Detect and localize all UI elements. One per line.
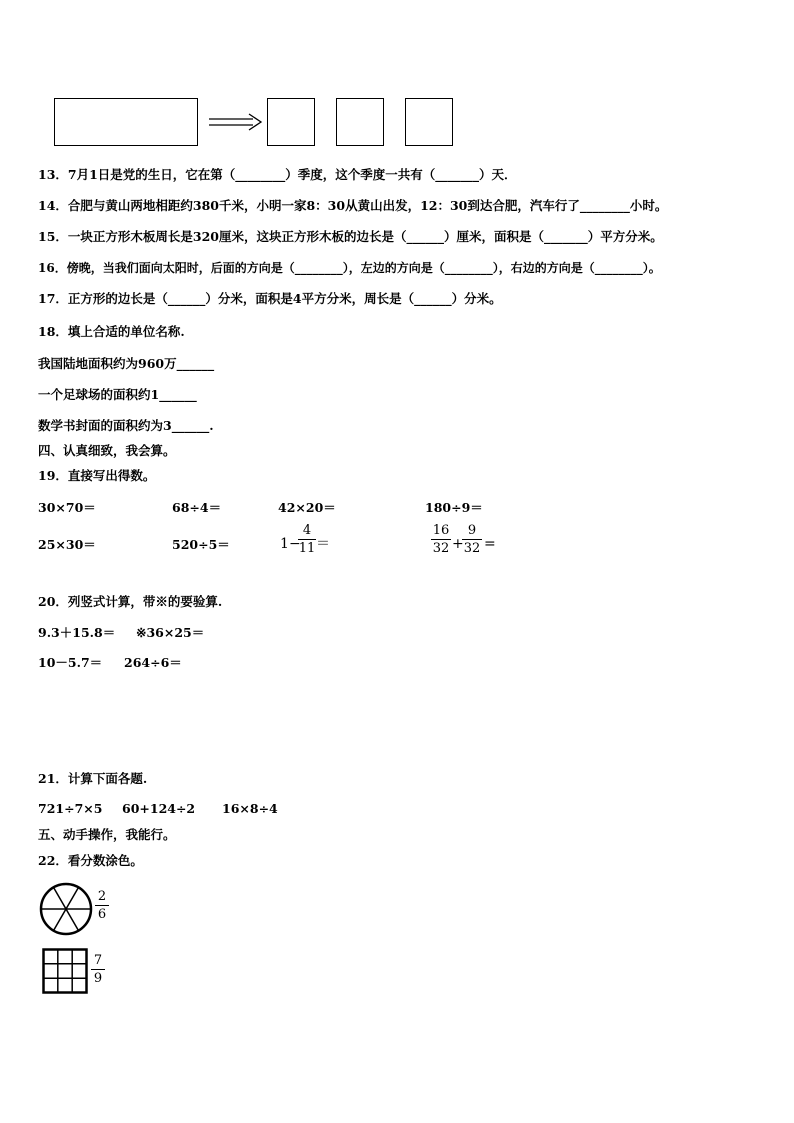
question-15: 15．一块正方形木板周长是320厘米，这块正方形木板的边长是（______）厘米，面积是（_______）平方分米。 <box>38 229 663 244</box>
fraction-16-32 <box>431 523 451 556</box>
answer-square-2 <box>336 98 384 146</box>
fraction-7-9 <box>91 953 105 986</box>
calc-expression: 42×20＝ <box>278 500 336 515</box>
denominator: 32 <box>432 541 450 556</box>
denominator: 11 <box>298 541 316 556</box>
calc-expression: 25×30＝ <box>38 537 96 552</box>
calc-item: 60+124÷2 <box>122 801 196 816</box>
calc-expression: 520÷5＝ <box>172 537 230 552</box>
answer-square-1 <box>267 98 315 146</box>
calc-expression: 30×70＝ <box>38 500 96 515</box>
question-17: 17．正方形的边长是（______）分米，面积是4平方分米，周长是（______）分米。 <box>38 291 502 306</box>
question-22-title: 22．看分数涂色。 <box>38 853 143 868</box>
circle-divided-into-six[interactable] <box>38 881 94 937</box>
plus-sign: + <box>452 536 464 552</box>
numerator: 2 <box>97 889 107 904</box>
question-18-title: 18．填上合适的单位名称. <box>38 324 185 339</box>
calc-expression: 180÷9＝ <box>425 500 483 515</box>
question-18-item: 一个足球场的面积约1______ <box>38 387 197 402</box>
numerator: 7 <box>93 953 103 968</box>
right-arrow-icon <box>207 113 263 131</box>
question-21-title: 21．计算下面各题. <box>38 771 148 786</box>
question-13: 13．7月1日是党的生日，它在第（________）季度，这个季度一共有（_______）天． <box>38 167 517 182</box>
question-16: 16．傍晚，当我们面向太阳时，后面的方向是（________），左边的方向是（________），右边的方向是（________）。 <box>38 261 661 275</box>
fraction-bar <box>462 539 482 540</box>
equals-sign: ＝ <box>316 536 330 552</box>
calc-item: 16×8÷4 <box>222 801 278 816</box>
whole-number: 1 <box>280 536 289 552</box>
calc-expression: 68÷4＝ <box>172 500 222 515</box>
question-14: 14．合肥与黄山两地相距约380千米，小明一家8：30从黄山出发，12：30到达合肥，汽车行了________小时。 <box>38 198 668 213</box>
denominator: 9 <box>93 971 103 986</box>
fraction-bar <box>95 905 109 906</box>
vertical-calc-item: 9.3＋15.8＝ <box>38 625 116 640</box>
numerator: 4 <box>302 523 312 538</box>
numerator: 16 <box>432 523 450 538</box>
vertical-calc-item: 264÷6＝ <box>124 655 182 670</box>
question-19-title: 19．直接写出得数。 <box>38 468 156 483</box>
vertical-calc-item: 10－5.7＝ <box>38 655 103 670</box>
question-20-title: 20．列竖式计算，带※的要验算. <box>38 594 223 609</box>
top-rectangle <box>54 98 198 146</box>
fraction-9-32 <box>462 523 482 556</box>
grid-divided-into-nine[interactable] <box>42 948 88 994</box>
fraction-bar <box>298 539 316 540</box>
fraction-4-11 <box>298 523 316 556</box>
question-18-item: 我国陆地面积约为960万______ <box>38 356 215 371</box>
denominator: 6 <box>97 907 107 922</box>
vertical-calc-item: ※36×25＝ <box>136 625 205 640</box>
numerator: 9 <box>467 523 477 538</box>
fraction-bar <box>431 539 451 540</box>
answer-square-3 <box>405 98 453 146</box>
calc-item: 721÷7×5 <box>38 801 103 816</box>
minus-sign: − <box>289 536 301 552</box>
question-18-item: 数学书封面的面积约为3______. <box>38 418 214 433</box>
fraction-2-6 <box>95 889 109 922</box>
denominator: 32 <box>463 541 481 556</box>
equals-sign: = <box>484 536 496 552</box>
section-4-heading: 四、认真细致，我会算。 <box>38 443 176 458</box>
section-5-heading: 五、动手操作，我能行。 <box>38 827 176 842</box>
fraction-bar <box>91 969 105 970</box>
